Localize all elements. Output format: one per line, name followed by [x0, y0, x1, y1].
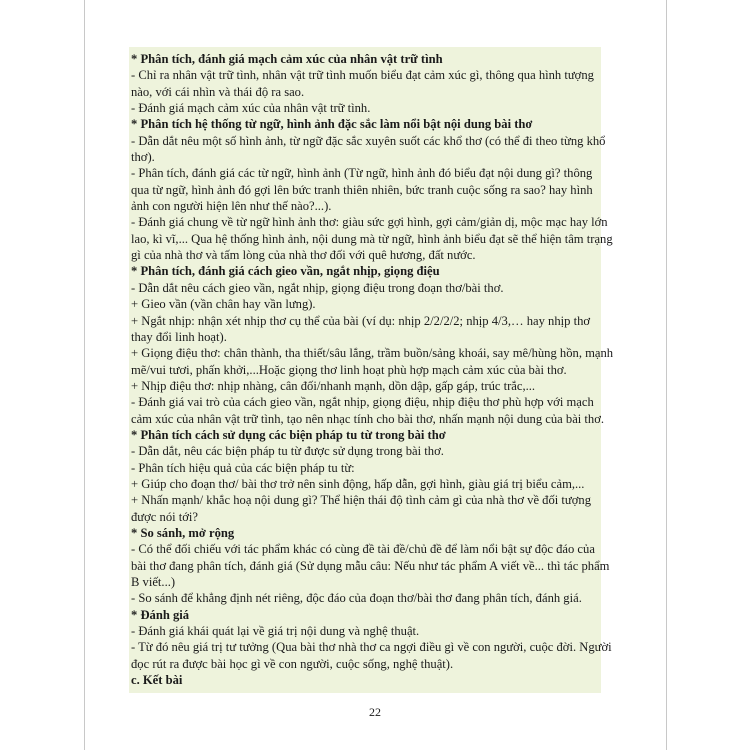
- text-line: - Có thể đối chiếu với tác phẩm khác có cùng đề tài đề/chủ đề để làm nổi bật sự độc đáo của: [131, 542, 595, 557]
- section-heading: * Phân tích cách sử dụng các biện pháp tu từ trong bài thơ: [131, 427, 446, 442]
- text-line: mẽ/vui tươi, phấn khởi,...Hoặc giọng thơ linh hoạt phù hợp mạch cảm xúc của bài thơ.: [131, 362, 567, 377]
- page-number: 22: [369, 705, 381, 719]
- text-line: lao, kì vĩ,... Qua hệ thống hình ảnh, nội dung mà từ ngữ, hình ảnh biểu đạt sẽ thể hiện tâm trạng: [131, 231, 613, 246]
- text-line: bài thơ đang phân tích, đánh giá (Sử dụng mẫu câu: Nếu như tác phẩm A viết về... thì tác phẩm: [131, 558, 610, 573]
- text-line: - Phân tích, đánh giá các từ ngữ, hình ảnh (Từ ngữ, hình ảnh đó biểu đạt nội dung gì? thông: [131, 166, 593, 181]
- text-line: + Giúp cho đoạn thơ/ bài thơ trở nên sinh động, hấp dẫn, gợi hình, giàu giá trị biểu cảm,...: [131, 476, 585, 491]
- text-line: qua từ ngữ, hình ảnh đó gợi lên bức tranh thiên nhiên, bức tranh cuộc sống ra sao? hay hình: [131, 182, 593, 197]
- text-line: + Nhịp điệu thơ: nhịp nhàng, cân đối/nhanh mạnh, dồn dập, gấp gáp, trúc trắc,...: [131, 378, 536, 393]
- text-line: - So sánh để khẳng định nét riêng, độc đáo của đoạn thơ/bài thơ đang phân tích, đánh giá.: [131, 591, 582, 606]
- text-line: - Chỉ ra nhân vật trữ tình, nhân vật trữ tình muốn biểu đạt cảm xúc gì, thông qua hình tượng: [131, 68, 594, 83]
- text-line: thơ).: [131, 150, 155, 165]
- text-line: cảm xúc của nhân vật trữ tình, tạo nên nhạc tính cho bài thơ, nhấn mạnh nội dung của bài thơ.: [131, 411, 605, 426]
- text-line: + Ngắt nhịp: nhận xét nhịp thơ cụ thể của bài (ví dụ: nhịp 2/2/2/2; nhịp 4/3,… hay nhịp thơ: [131, 313, 591, 328]
- text-line: - Đánh giá chung về từ ngữ hình ảnh thơ: giàu sức gợi hình, gợi cảm/giản dị, mộc mạc hay lớn: [131, 215, 608, 230]
- text-line: - Dẫn dắt, nêu các biện pháp tu từ được sử dụng trong bài thơ.: [131, 444, 444, 459]
- section-heading: * So sánh, mở rộng: [131, 525, 235, 540]
- text-line: - Đánh giá vai trò của cách gieo vần, ngắt nhịp, giọng điệu, nhịp điệu thơ phù hợp với mạch: [131, 395, 594, 410]
- text-line: ảnh con người hiện lên như thế nào?...).: [131, 199, 332, 214]
- text-line: + Nhấn mạnh/ khắc hoạ nội dung gì? Thể hiện thái độ tình cảm gì của nhà thơ về đối tượng: [131, 493, 591, 508]
- text-line: - Từ đó nêu giá trị tư tưởng (Qua bài thơ nhà thơ ca ngợi điều gì về con người, cuộc đời. Người: [131, 640, 612, 655]
- section-heading: * Phân tích, đánh giá cách gieo vần, ngắt nhịp, giọng điệu: [131, 264, 440, 279]
- section-heading: * Phân tích, đánh giá mạch cảm xúc của nhân vật trữ tình: [131, 52, 443, 66]
- text-line: B viết...): [131, 575, 176, 589]
- text-line: - Đánh giá khái quát lại về giá trị nội dung và nghệ thuật.: [131, 624, 420, 639]
- text-line: - Phân tích hiệu quả của các biện pháp tu từ:: [131, 460, 355, 475]
- text-line: nào, với cái nhìn và thái độ ra sao.: [131, 84, 305, 99]
- text-line: đọc rút ra được bài học gì về con người, cuộc sống, nghệ thuật).: [131, 656, 454, 671]
- text-line: + Giọng điệu thơ: chân thành, tha thiết/sâu lắng, trầm buồn/sảng khoái, say mê/hùng hồn, mạnh: [131, 346, 614, 361]
- section-heading: * Phân tích hệ thống từ ngữ, hình ảnh đặc sắc làm nổi bật nội dung bài thơ: [131, 117, 533, 132]
- text-line: thay đổi linh hoạt).: [131, 329, 227, 344]
- text-line: - Dẫn dắt nêu cách gieo vần, ngắt nhịp, giọng điệu trong đoạn thơ/bài thơ.: [131, 280, 504, 295]
- page-edge-left: [84, 0, 85, 750]
- section-heading: * Đánh giá: [131, 607, 190, 622]
- text-line: + Gieo vần (vần chân hay vần lưng).: [131, 297, 316, 312]
- content-panel: [129, 47, 614, 693]
- text-line: - Dẫn dắt nêu một số hình ảnh, từ ngữ đặc sắc xuyên suốt các khổ thơ (có thể đi theo từng khổ: [131, 133, 606, 148]
- text-line: được nói tới?: [131, 509, 199, 524]
- text-line: gì của nhà thơ và tấm lòng của nhà thơ đối với quê hương, đất nước.: [131, 248, 476, 263]
- section-heading: c. Kết bài: [131, 673, 183, 688]
- page-edge-right: [666, 0, 667, 750]
- text-line: - Đánh giá mạch cảm xúc của nhân vật trữ tình.: [131, 101, 371, 116]
